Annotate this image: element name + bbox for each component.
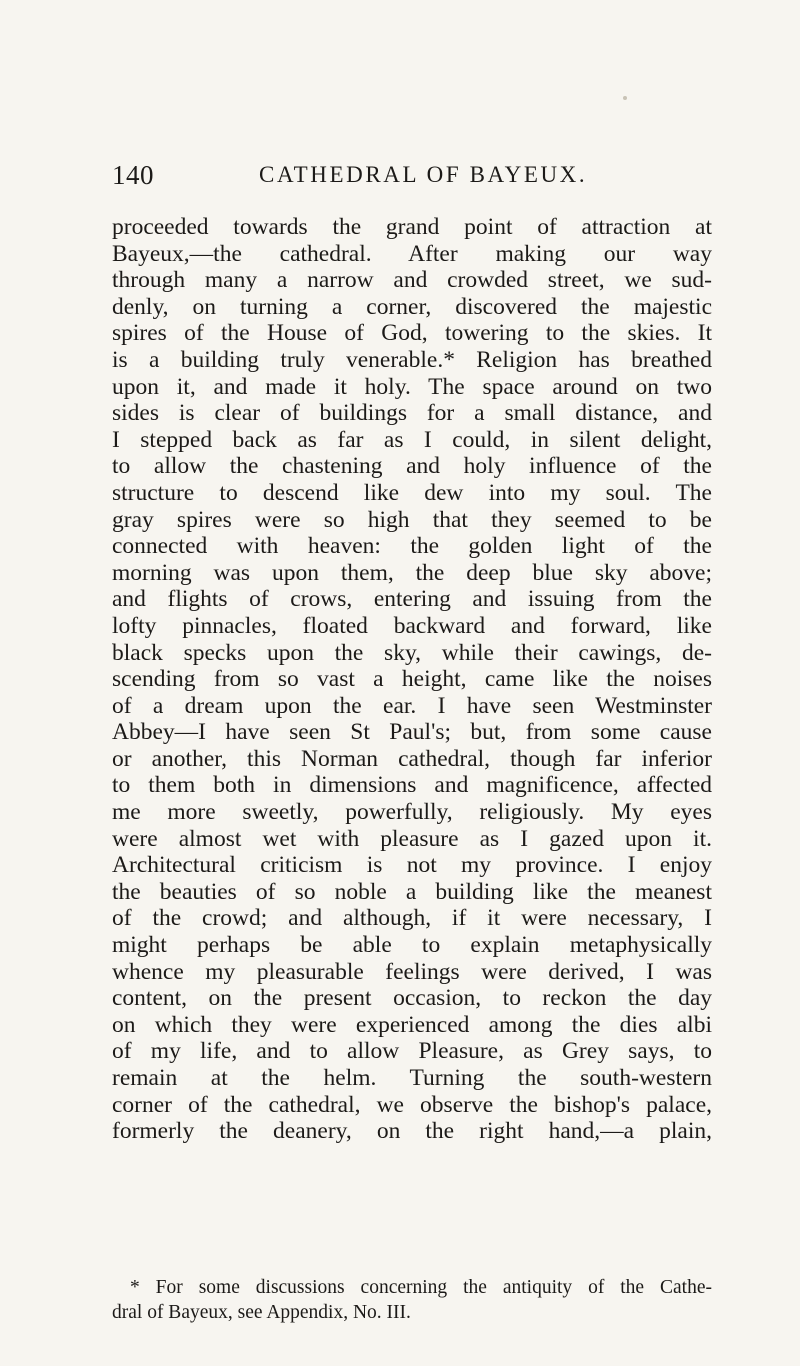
body-line: I stepped back as far as I could, in silent delight, bbox=[112, 426, 712, 453]
body-line: or another, this Norman cathedral, though far inferior bbox=[112, 745, 712, 772]
running-head: CATHEDRAL OF BAYEUX. bbox=[259, 162, 588, 187]
body-line: gray spires were so high that they seemed to be bbox=[112, 506, 712, 533]
body-line: of a dream upon the ear. I have seen Westminster bbox=[112, 692, 712, 719]
body-line: Bayeux,—the cathedral. After making our way bbox=[112, 240, 712, 267]
body-line: through many a narrow and crowded street, we sud- bbox=[112, 267, 712, 294]
footnote-line: dral of Bayeux, see Appendix, No. III. bbox=[112, 1302, 411, 1323]
body-line: scending from so vast a height, came like the noises bbox=[112, 666, 712, 693]
footnote bbox=[112, 1275, 712, 1325]
body-line: is a building truly venerable.* Religion has breathed bbox=[112, 346, 712, 373]
body-line: on which they were experienced among the dies albi bbox=[112, 1011, 712, 1038]
body-line: structure to descend like dew into my soul. The bbox=[112, 479, 712, 506]
body-line: corner of the cathedral, we observe the bishop's palace, bbox=[112, 1091, 712, 1118]
body-line: upon it, and made it holy. The space around on two bbox=[112, 373, 712, 400]
body-line: whence my pleasurable feelings were derived, I was bbox=[112, 958, 712, 985]
body-line: and flights of crows, entering and issuing from the bbox=[112, 586, 712, 613]
page-blemish bbox=[623, 96, 627, 100]
body-line: of my life, and to allow Pleasure, as Grey says, to bbox=[112, 1038, 712, 1065]
body-line: denly, on turning a corner, discovered the majestic bbox=[112, 293, 712, 320]
body-line: were almost wet with pleasure as I gazed upon it. bbox=[112, 825, 712, 852]
body-line: might perhaps be able to explain metaphysically bbox=[112, 932, 712, 959]
body-line: the beauties of so noble a building like the meanest bbox=[112, 878, 712, 905]
body-text bbox=[112, 214, 712, 1145]
body-line: proceeded towards the grand point of attraction at bbox=[112, 214, 712, 240]
body-line: of the crowd; and although, if it were necessary, I bbox=[112, 905, 712, 932]
page-number: 140 bbox=[112, 160, 154, 190]
body-line: spires of the House of God, towering to the skies. It bbox=[112, 320, 712, 347]
page-header bbox=[112, 160, 722, 194]
body-line: Abbey—I have seen St Paul's; but, from some cause bbox=[112, 719, 712, 746]
body-line: remain at the helm. Turning the south-western bbox=[112, 1065, 712, 1091]
body-line: black specks upon the sky, while their cawings, de- bbox=[112, 639, 712, 666]
body-line: formerly the deanery, on the right hand,—a plain, bbox=[112, 1118, 712, 1145]
body-line: morning was upon them, the deep blue sky above; bbox=[112, 559, 712, 586]
body-line: Architectural criticism is not my province. I enjoy bbox=[112, 852, 712, 879]
body-line: to allow the chastening and holy influence of the bbox=[112, 453, 712, 480]
body-line: me more sweetly, powerfully, religiously. My eyes bbox=[112, 799, 712, 826]
body-line: lofty pinnacles, floated backward and forward, like bbox=[112, 612, 712, 639]
body-line: to them both in dimensions and magnificence, affected bbox=[112, 772, 712, 799]
body-line: connected with heaven: the golden light of the bbox=[112, 533, 712, 560]
body-line: sides is clear of buildings for a small distance, and bbox=[112, 400, 712, 427]
body-line: content, on the present occasion, to reckon the day bbox=[112, 985, 712, 1012]
footnote-line: * For some discussions concerning the antiquity of the Cathe- bbox=[130, 1277, 712, 1298]
